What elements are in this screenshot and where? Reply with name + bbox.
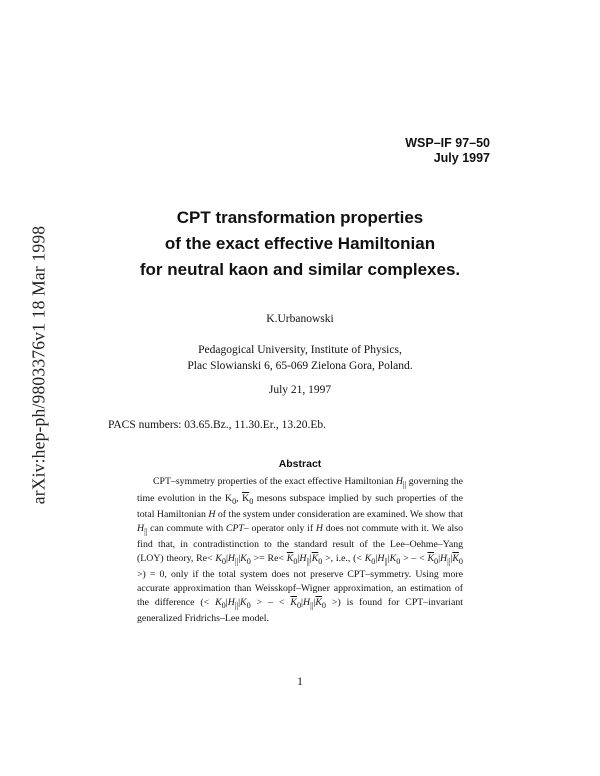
- arxiv-sidebar-stamp: [20, 205, 58, 525]
- title-line: of the exact effective Hamiltonian: [164, 234, 436, 253]
- author: K.Urbanowski: [266, 313, 334, 325]
- title-line: for neutral kaon and similar complexes.: [139, 260, 461, 279]
- arxiv-identifier: arXiv:hep-ph/9803376v1 18 Mar 1998: [28, 225, 49, 505]
- paper-date: July 21, 1997: [268, 384, 332, 396]
- affiliation-line: Pedagogical University, Institute of Physics,: [198, 344, 402, 356]
- paper-title: [100, 205, 500, 283]
- pacs-numbers: PACS numbers: 03.65.Bz., 11.30.Er., 13.20.Eb.: [108, 419, 326, 431]
- report-date: July 1997: [433, 151, 490, 165]
- report-number: WSP–IF 97–50: [405, 136, 490, 150]
- affiliation-line: Plac Slowianski 6, 65-069 Zielona Gora, Poland.: [187, 360, 413, 372]
- abstract-heading: Abstract: [278, 458, 322, 470]
- page-number: 1: [297, 676, 303, 688]
- affiliation: [100, 342, 500, 374]
- abstract-body: CPT–symmetry properties of the exact effective Hamiltonian $H_{||}$ governing the time evolution in the $K_0$, $\overline{K}_0$ mesons subspace implied by such properties of the total Hamiltonian H of the system under consideration are examined. We show that $H_{||}$ can commute with CPT– operator only if H does not commute with it. We also find that, in contradistinction to the standard result of the Lee–Oehme–Yang (LOY) theory, $Re< K_0|H_{||}|K_0 >= Re< \overline{K}_0|H_{||}|\overline{K}_0$ >, i.e., (< $K_0|H_{||}|K_0$ > – < $\overline{K}_0|H_{||}|\overline{K}_0$ >) = 0, only if the total system does not preserve CPT–symmetry. Using more accurate approximation than Weisskopf–Wigner approximation, an estimation of the difference (< $K_0|H_{||}|K_0$ > – < $\overline{K}_0|H_{||}|\overline{K}_0$ >) is found for CPT–invariant generalized Fridrichs–Lee model.: [137, 476, 463, 625]
- title-line: CPT transformation properties: [176, 208, 424, 227]
